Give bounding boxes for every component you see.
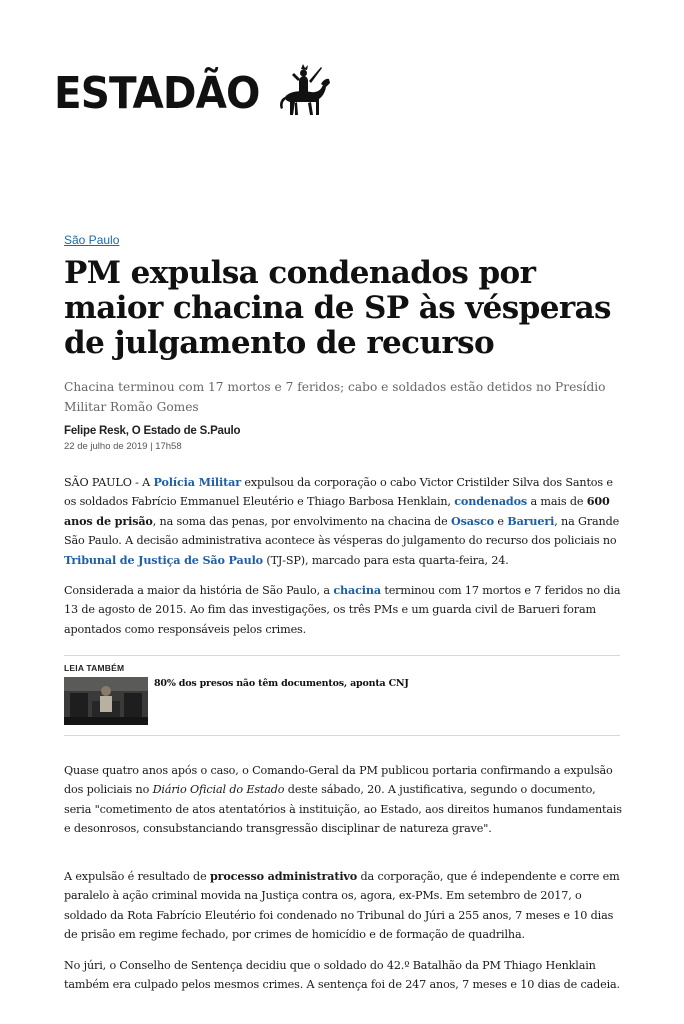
bold-phrase: processo administrativo [209,869,358,883]
text-run: a mais de [527,495,587,509]
masthead[interactable] [54,64,333,124]
estadao-logo-text[interactable]: ESTADÃO [54,68,260,119]
related-label: LEIA TAMBÉM [64,663,125,673]
paragraph-1 [64,473,622,570]
text-run: Considerada a maior da história de São Paulo, a [64,584,334,597]
text-run: expulsou da corporação o cabo Victor Cristilder Silva dos Santos e os soldados Fabrício Emmanuel Eleutério e Thiago Barbosa Henklain, [64,476,613,509]
paragraph-5 [64,956,622,995]
text-run: terminou com 17 mortos e 7 feridos no dia 13 de agosto de 2015. Ao fim das investigações, os três PMs e um guarda civil de Barueri foram apontados como responsáveis pelos crimes. [64,584,621,636]
link-osasco[interactable]: Osasco [451,513,494,528]
text-run: Quase quatro anos após o caso, o Comando-Geral da PM publicou portaria confirmando a expulsão dos policiais no [64,764,613,797]
link-barueri[interactable]: Barueri [507,513,555,528]
paragraph-3 [64,761,622,839]
author-byline: Felipe Resk, O Estado de S.Paulo [64,425,241,437]
section-link[interactable]: São Paulo [64,233,120,247]
text-run: , na soma das penas, por envolvimento na chacina de [152,514,452,528]
bold-phrase: 600 anos de prisão [64,494,610,528]
article-subtitle: Chacina terminou com 17 mortos e 7 feridos; cabo e soldados estão detidos no Presídio Militar Romão Gomes [64,380,606,414]
text-run: (TJ-SP), marcado para esta quarta-feira, 24. [263,553,509,567]
article-headline: PM expulsa condenados por maior chacina de SP às vésperas de julgamento de recurso [64,255,611,361]
text-run: SÃO PAULO - A [64,476,154,489]
paragraph-2 [64,581,622,639]
text-run: deste sábado, 20. A justificativa, segundo o documento, seria "cometimento de atos atentatórios à instituição, ao Estado, aos direitos humanos fundamentais e desonrosos, consubstanciando transgressão disciplinar de natureza grave". [64,783,622,836]
text-run: da corporação, que é independente e corre em paralelo à ação criminal movida na Justiça contra os, agora, ex-PMs. Em setembro de 2017, o soldado da Rota Fabrício Eleutério foi condenado no Tribunal do Júri a 255 anos, 7 meses e 10 dias de prisão em regime fechado, por crimes de homicídio e de formação de quadrilha. [64,870,620,942]
link-tribunal-de-justica[interactable]: Tribunal de Justiça de São Paulo [64,552,263,567]
related-divider-bottom [64,735,620,736]
text-run: A expulsão é resultado de [64,870,210,883]
paragraph-4 [64,867,622,945]
link-condenados[interactable]: condenados [454,494,528,509]
link-policia-militar[interactable]: Polícia Militar [153,475,241,489]
text-run: No júri, o Conselho de Sentença decidiu que o soldado do 42.º Batalhão da PM Thiago Henklain também era culpado pelos mesmos crimes. A sentença foi de 247 anos, 7 meses e 10 dias de cadeia. [64,959,620,992]
publish-date: 22 de julho de 2019 | 17h58 [64,441,182,452]
link-chacina[interactable]: chacina [333,583,381,597]
text-run: e [493,514,508,528]
italic-phrase: Diário Oficial do Estado [152,783,285,797]
related-photo-image [64,677,148,725]
related-thumbnail[interactable] [64,677,148,725]
related-article-link[interactable]: 80% dos presos não têm documentos, aponta CNJ [154,678,409,689]
knight-on-horse-icon [271,63,333,125]
related-divider-top [64,655,620,656]
text-run: , na Grande São Paulo. A decisão administrativa acontece às vésperas do julgamento do recurso dos policiais no [64,514,620,548]
